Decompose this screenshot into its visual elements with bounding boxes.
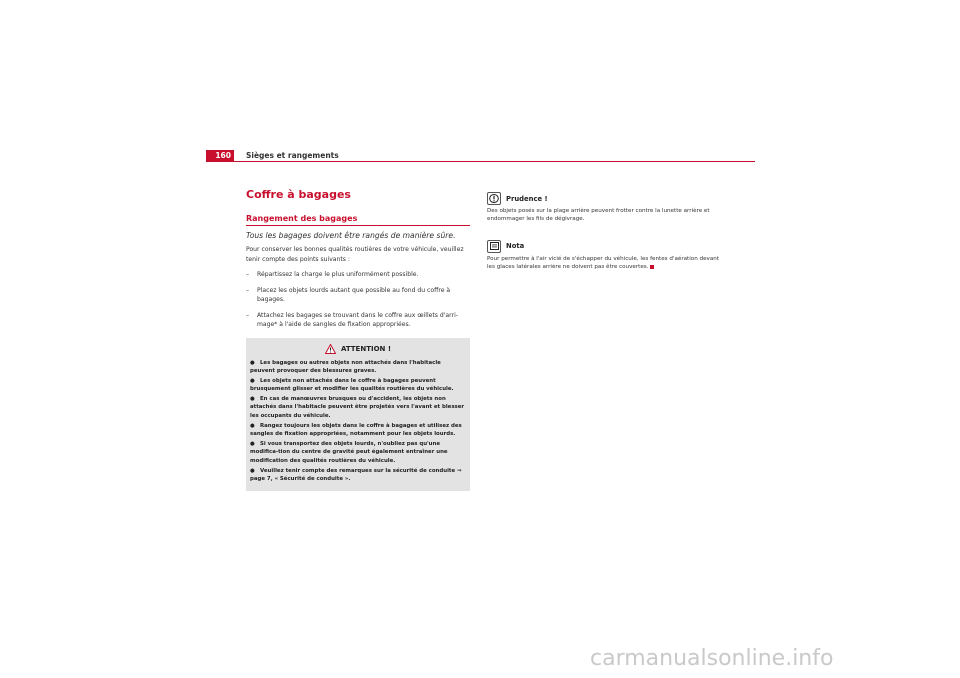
intro-text: Tous les bagages doivent être rangés de manière sûre. xyxy=(246,231,456,240)
list-item: – Répartissez la charge le plus uniformément possible. xyxy=(246,271,419,278)
note-block xyxy=(487,240,722,272)
warning-triangle-icon xyxy=(325,344,336,354)
page-number: 160 xyxy=(206,150,234,162)
note-text: Pour permettre à l'air vicié de s'échapper du véhicule, les fentes d'aération devant les glaces latérales arrière ne doivent pas être couvertes. xyxy=(487,255,720,271)
header-divider xyxy=(206,161,755,162)
watermark: carmanualsonline.info xyxy=(590,646,834,671)
page-heading: Coffre à bagages xyxy=(246,188,351,201)
note-title: Nota xyxy=(506,242,525,251)
warning-title: ATTENTION ! xyxy=(340,344,392,353)
warning-item: ● Veuillez tenir compte des remarques sur la sécurité de conduite ⇒ page 7, « Sécurité de conduite ». xyxy=(250,467,462,483)
right-column xyxy=(487,192,722,272)
section-title: Sièges et rangements xyxy=(246,151,339,160)
warning-item: ● Si vous transportez des objets lourds, n'oubliez pas qu'une modifica-tion du centre de gravité peut également entraîner une modification des qualités routières du véhicule. xyxy=(250,440,448,465)
subheading: Rangement des bagages xyxy=(246,213,470,226)
warning-header xyxy=(250,342,466,356)
note-header xyxy=(487,240,722,253)
body-paragraph: Pour conserver les bonnes qualités routières de votre véhicule, veuillez tenir compte des points suivants : xyxy=(246,246,464,263)
list-item: – Attachez les bagages se trouvant dans le coffre aux œillets d'arri-mage* à l'aide de sangles de fixation appropriées. xyxy=(246,311,458,328)
end-mark-icon xyxy=(650,265,654,269)
warning-item: ● Les objets non attachés dans le coffre à bagages peuvent brusquement glisser et modifier les qualités routières du véhicule. xyxy=(250,377,454,393)
warning-item: ● En cas de manœuvres brusques ou d'accident, les objets non attachés dans l'habitacle peuvent être projetés vers l'avant et blesser les occupants du véhicule. xyxy=(250,395,465,420)
warning-box xyxy=(246,338,470,491)
caution-header xyxy=(487,192,722,205)
caution-block xyxy=(487,192,722,224)
warning-item: ● Les bagages ou autres objets non attachés dans l'habitacle peuvent provoquer des blessures graves. xyxy=(250,359,441,375)
list-item: – Placez les objets lourds autant que possible au fond du coffre à bagages. xyxy=(246,286,451,303)
note-icon xyxy=(487,240,501,253)
caution-title: Prudence ! xyxy=(506,194,548,203)
instruction-list xyxy=(246,270,470,330)
warning-item: ● Rangez toujours les objets dans le coffre à bagages et utilisez des sangles de fixation appropriées, notamment pour les objets lourds. xyxy=(250,422,462,438)
caution-text: Des objets posés sur la plage arrière peuvent frotter contre la lunette arrière et endommager les fils de dégivrage. xyxy=(487,208,710,223)
caution-icon xyxy=(487,192,501,205)
left-column xyxy=(246,188,470,491)
